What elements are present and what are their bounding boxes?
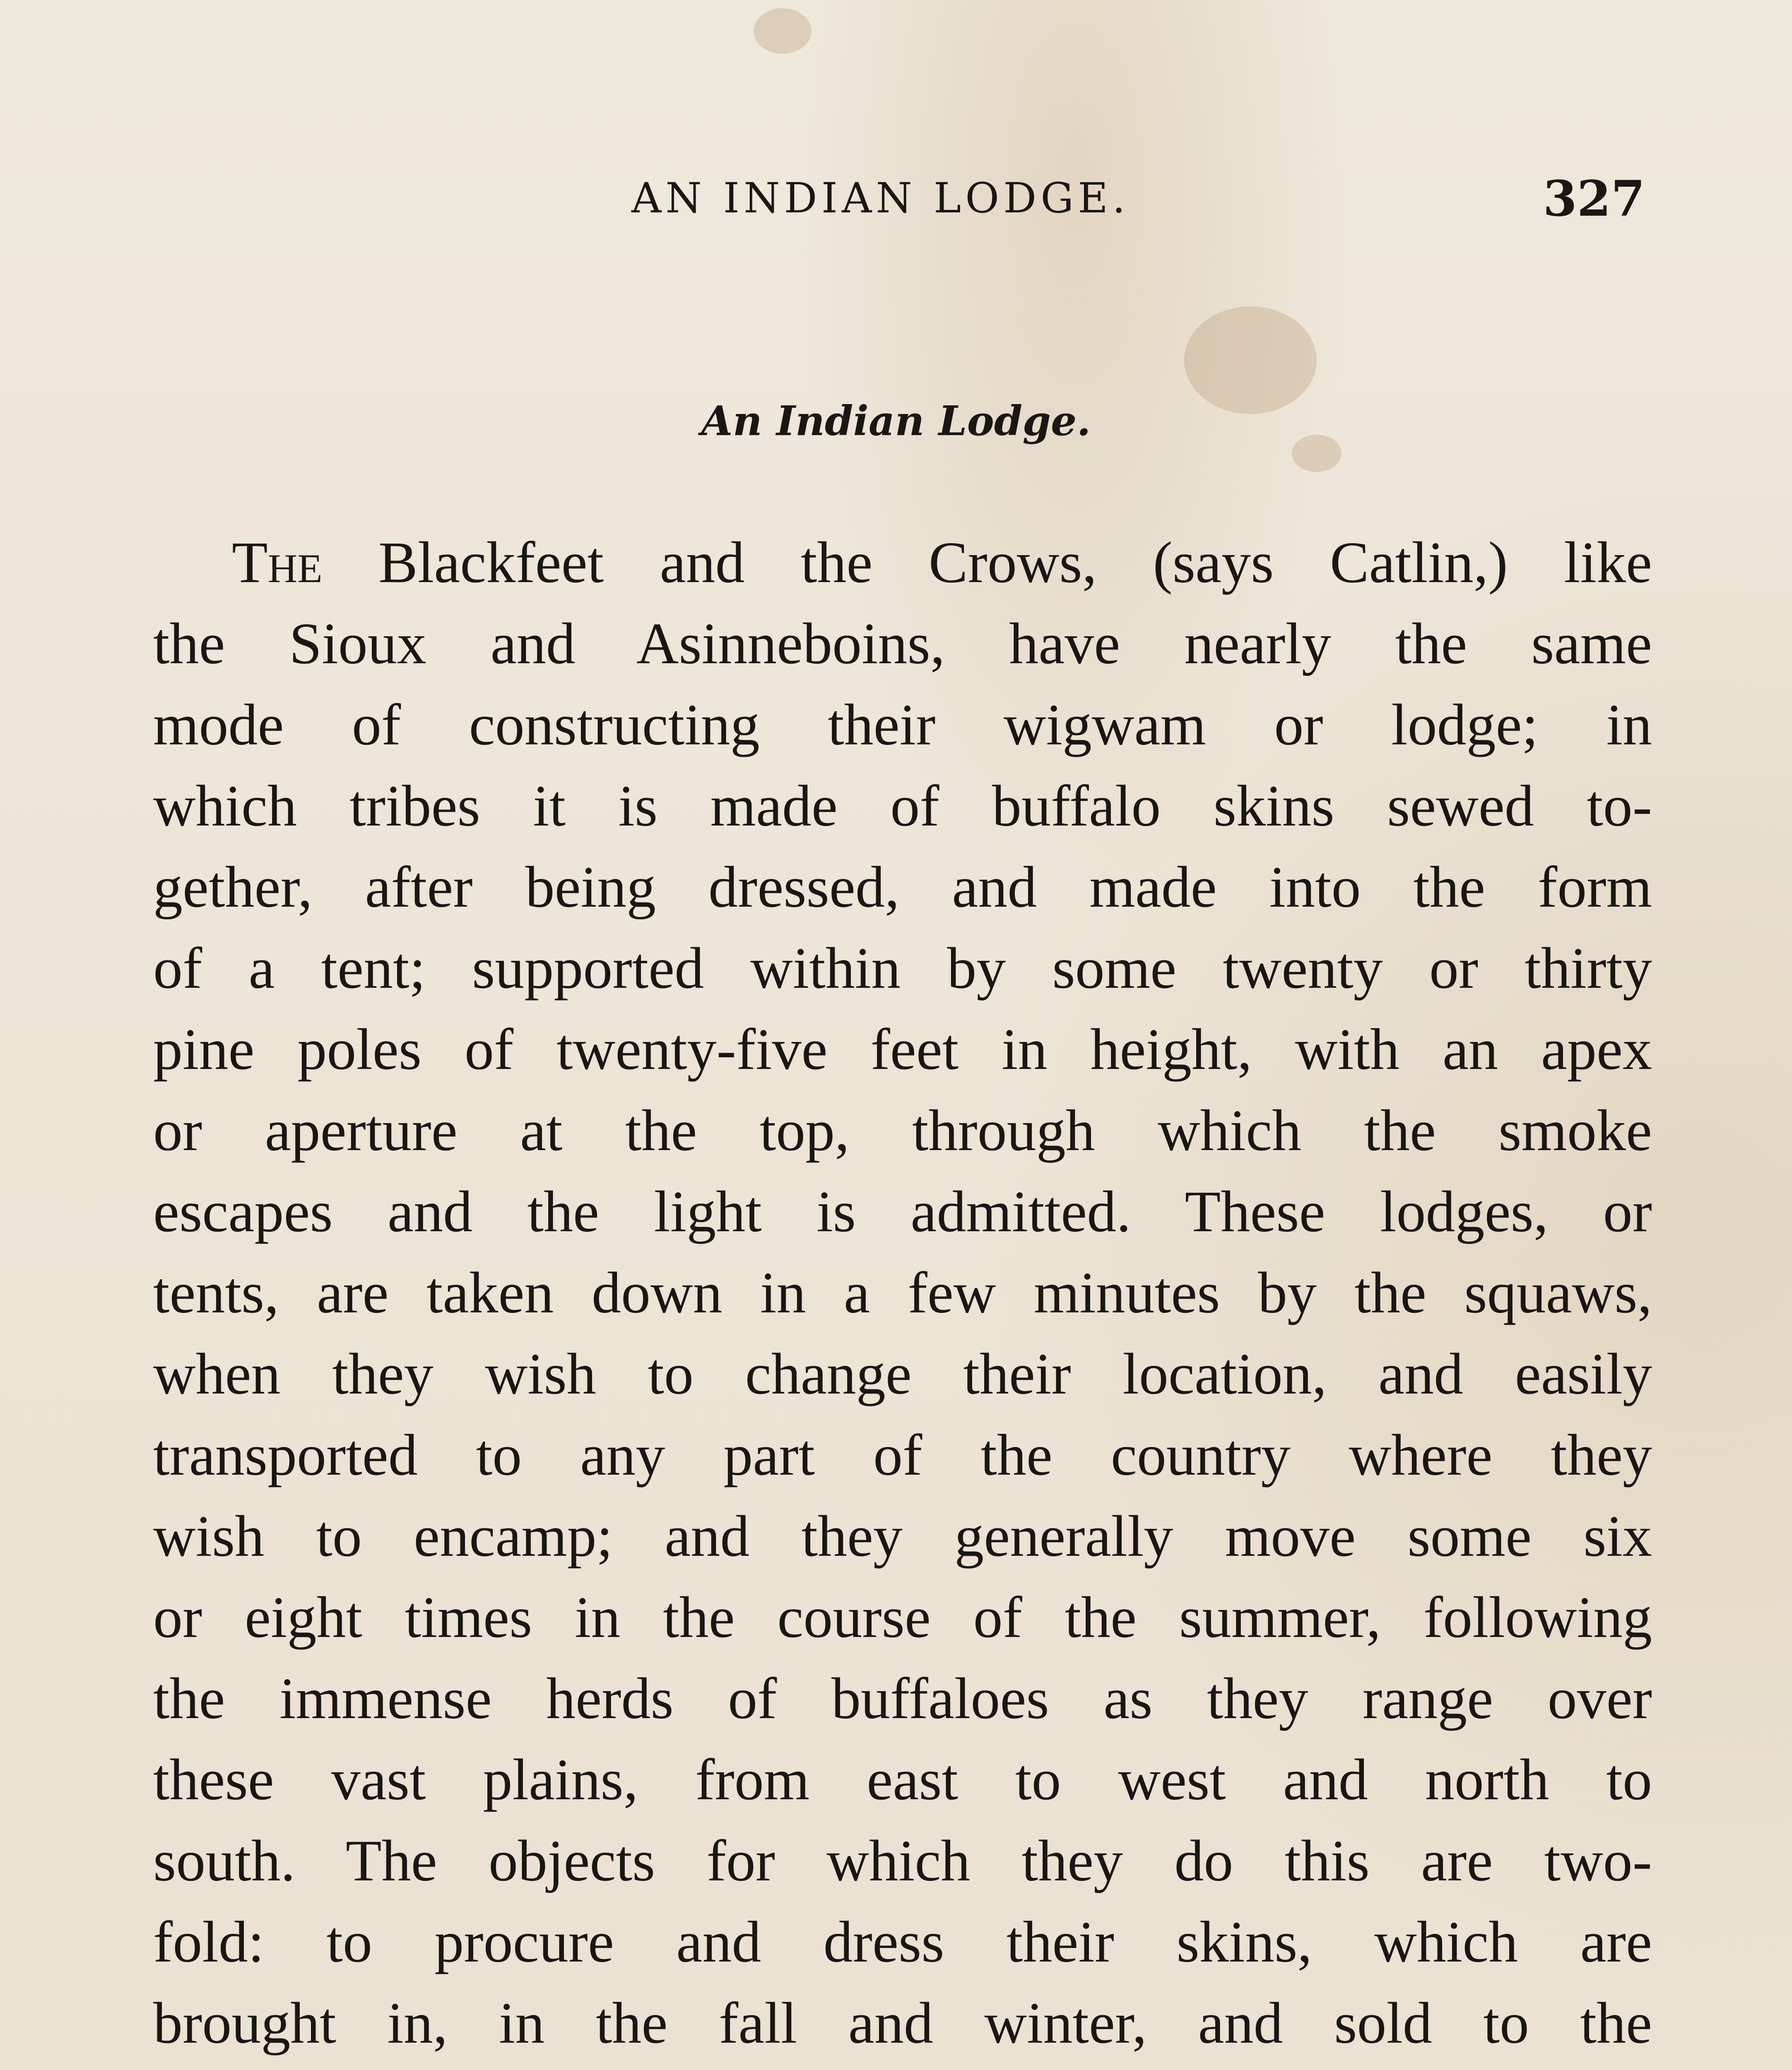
text-line: [153, 522, 1652, 603]
text-line: mode of constructing their wigwam or lodge; in: [153, 692, 1652, 757]
text-line: which tribes it is made of buffalo skins sewed to-: [153, 773, 1652, 838]
running-head: AN INDIAN LODGE.: [631, 174, 1130, 222]
text-line: brought in, in the fall and winter, and sold to the: [153, 1990, 1652, 2056]
body-text: [153, 522, 1652, 2070]
text-line: pine poles of twenty-five feet in height, with an apex: [153, 1016, 1652, 1082]
section-title: An Indian Lodge.: [701, 397, 1091, 445]
foxing-stain: [754, 8, 812, 54]
text-line: south. The objects for which they do this are two-: [153, 1828, 1652, 1893]
text-line: [153, 2063, 1652, 2070]
text-line: escapes and the light is admitted. These lodges, or: [153, 1179, 1652, 1244]
text-line: these vast plains, from east to west and north to: [153, 1747, 1652, 1812]
text-line: when they wish to change their location, and easily: [153, 1341, 1652, 1406]
lead-word: The: [232, 530, 323, 595]
text-line: of a tent; supported within by some twenty or thirty: [153, 935, 1652, 1001]
text-line: the Sioux and Asinneboins, have nearly the same: [153, 611, 1652, 676]
text-line: or eight times in the course of the summer, following: [153, 1584, 1652, 1650]
first-line-text: Blackfeet and the Crows, (says Catlin,) like: [322, 530, 1652, 595]
text-line: transported to any part of the country where they: [153, 1422, 1652, 1488]
text-line: fold: to procure and dress their skins, which are: [153, 1909, 1652, 1974]
text-line: tents, are taken down in a few minutes by the squaws,: [153, 1260, 1652, 1325]
text-line: or aperture at the top, through which the smoke: [153, 1098, 1652, 1163]
text-line: wish to encamp; and they generally move some six: [153, 1503, 1652, 1569]
page-number: 327: [1543, 170, 1645, 227]
text-line: the immense herds of buffaloes as they range over: [153, 1666, 1652, 1731]
text-line: gether, after being dressed, and made into the form: [153, 854, 1652, 919]
